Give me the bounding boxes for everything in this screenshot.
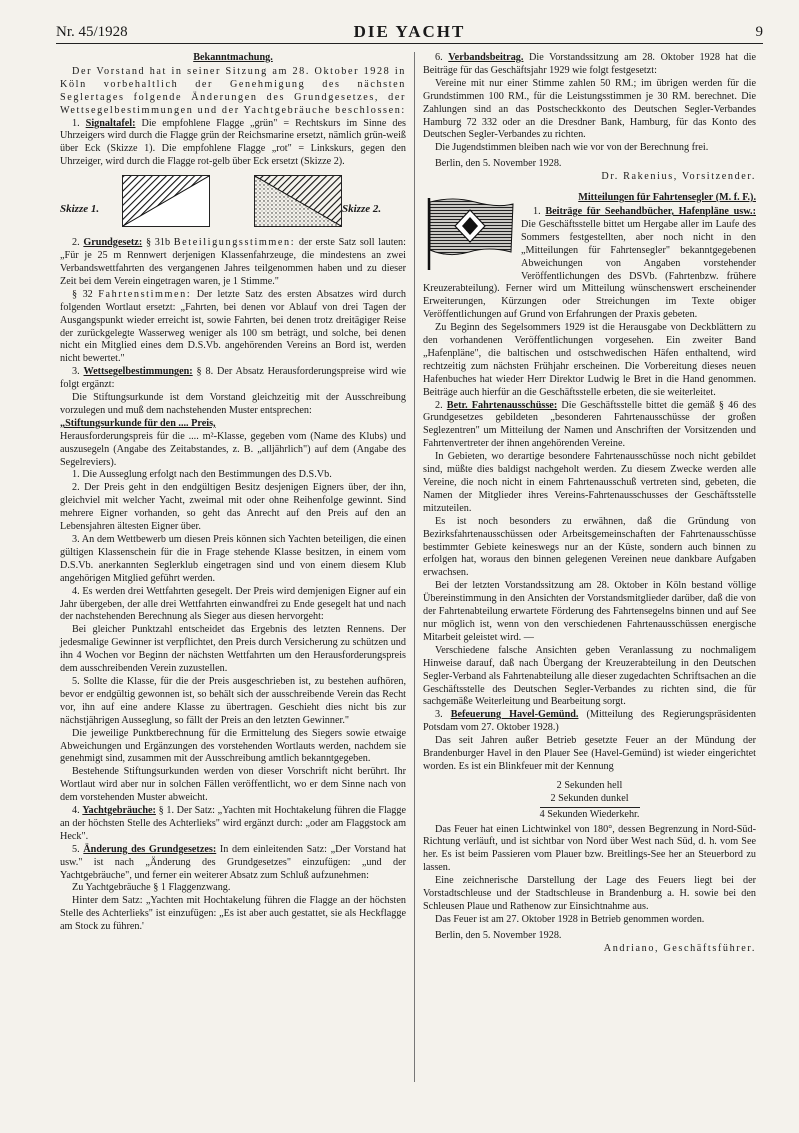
urkunde-point-4: 4. Es werden drei Wettfahrten gesegelt. Der Preis wird demjenigen Eigner auf ein Jahr übergeben, der alle drei Wettfahrten einwandfrei zu Ende gesegelt hat und nach der nachstehenden Berechnung als Sieger aus diesen hervorgeht: xyxy=(60,585,406,623)
m-section-2-text5: Verschiedene falsche Ansichten geben Veranlassung zu nochmaligem Hinweise darauf, daß nach Übergang der Kreuzerabteilung in den Deutschen Segler-Verband als Fahrtenabteilung alle dieser zugedachten Schriftsachen an die Geschäftsstelle des Deutschen Segler-Verbandes zu richten sind, die für sachgemäße Weiterleitung und Bearbeitung sorgt. xyxy=(423,644,756,708)
m-section-3-text4: Eine zeichnerische Darstellung der Lage des Feuers liegt bei der Vorstadtschleuse und der Stadtschleuse in Brandenburg a. H. sowie bei den Schleusen Plaue und Rathenow zur Einsichtnahme aus. xyxy=(423,875,756,912)
sketch-1-flag-green-white xyxy=(122,175,210,227)
urkunde-point-3: 3. An dem Wettbewerb um diesen Preis können sich Yachten beteiligen, die einen gültigen Klassenschein für die in Frage stehende Klasse besitzen, in einem vom D.S.Vb. anerkannten Seglerklub eingetragen sind und von einem diesem Klub angehörigen Mitglied geführt werden. xyxy=(60,534,406,584)
m-section-3-text3: Das Feuer hat einen Lichtwinkel von 180°, dessen Begrenzung in Nord-Süd-Richtung verläuft, und ist sichtbar von Nord über West nach Süd, d. h. vom See her. Es ist beim Passieren vom Plauer bzw. Breitlings-See her an Steuerbord zu lassen. xyxy=(423,823,756,874)
announcement-heading: Bekanntmachung. xyxy=(193,52,273,63)
kennung-dunkel: 2 Sekunden dunkel xyxy=(550,792,629,804)
page-header xyxy=(56,22,763,44)
kennung-hell: 2 Sekunden hell xyxy=(556,779,623,791)
section-5: 5. Änderung des Grundgesetzes: In dem einleitenden Satz: „Der Vorstand hat usw." ist nach „Änderung des Grundgesetzes" einzufügen: „und der Yachtgebräuche", und ferner ein weiterer Absatz zum Schluß aufzunehmen: xyxy=(60,843,407,881)
dateline-1: Berlin, den 5. November 1928. xyxy=(435,158,562,170)
urkunde-text: Herausforderungspreis für die .... m²-Klasse, gegeben vom (Name des Klubs) und auszusegeln (Angabe des Zeitabstandes, z. B. „alljährlich") auf dem (Angabe des Segelreviers). xyxy=(60,430,406,468)
light-characteristic xyxy=(423,780,756,822)
urkunde-point-4b: Bei gleicher Punktzahl entscheidet das Ergebnis des letzten Rennens. Der jedesmalige Gewinner ist verpflichtet, den Preis durch Versicherung zu schützen und ihn 4 Wochen vor Beginn der nächsten Wettfahrten um den Herausforderungspreis dem ausschreibenden Verein zuzustellen. xyxy=(60,624,406,675)
header-rule xyxy=(56,43,763,44)
pennant-flag-icon xyxy=(423,194,515,272)
section-3: 3. Wettsegelbestimmungen: § 8. Der Absatz Herausforderungspreise wird wie folgt ergänzt: xyxy=(60,366,406,391)
intro-paragraph: Der Vorstand hat in seiner Sitzung am 28. Oktober 1928 in Köln vorbehaltlich der Genehmigung des nächsten Seglertages folgende Änderungen des Grundgesetzes, der Wettsegelbestimmungen und der Yachtgebräuche beschlossen: xyxy=(60,65,406,116)
urkunde-title: „Stiftungsurkunde für den .... Preis, xyxy=(60,417,216,429)
signature-2: Andriano, Geschäftsführer. xyxy=(603,942,756,954)
section-6-text2: Vereine mit nur einer Stimme zahlen 50 RM.; im übrigen werden für die Grundstimmen 100 RM., für die Leistungsstimmen je 30 RM. berechnet. Die Zahlungen sind an das Postscheckkonto des Deutschen Segler-Verbandes Hamburg 72 332 oder an die Dresdner Bank, Hamburg, für das Konto des Deutschen Segler-Verbandes zu richten. xyxy=(423,77,756,141)
column-divider xyxy=(414,52,415,1082)
m-section-2-text2: In Gebieten, wo derartige besondere Fahrtenausschüsse noch nicht gebildet sind, müßte dies baldigst nachgeholt werden. Zu diesem Zwecke werden alle Vereine, die noch nicht in einem Fahrtenausschuß vertreten sind, gebeten, die Namen der Mitglieder ihres Vereins-Fahrtenausschusses der Geschäftsstelle mitzuteilen. xyxy=(423,451,756,514)
m-section-1: 1. Beiträge für Seehandbücher, Hafenpläne usw.: Die Geschäftsstelle bittet um Hergabe aller im Laufe des Sommers festgestellten, aber noch nicht in den „Mitteilungen für Fahrtensegler" bekanntgegebenen Abweichungen von Angaben vorstehender Veröffentlichungen des DSVb. (Fahrtenbzw. frühere Kreuzerabteilung). Ferner wird um Mitteilung wünschenswert erscheinender Erweiterungen, Kürzungen oder Streichungen im Texte obiger Veröffentlichungen auf Grund von Erfahrungen der Praxis gebeten. xyxy=(423,205,756,321)
mitteilungen-block xyxy=(423,192,756,322)
section-6: 6. Verbandsbeitrag. Die Vorstandssitzung am 28. Oktober 1928 hat die Beiträge für das Geschäftsjahr 1929 wie folgt festgesetzt: xyxy=(423,52,757,76)
m-section-2: 2. Betr. Fahrtenausschüsse: Die Geschäftsstelle bittet die gemäß § 46 des Grundgesetzes gebildeten „besonderen Fahrtenausschüsse der großen Seglezentren" um Mitteilung der Namen und Anschriften der Vorsitzenden und Fahrtenvertreter der ihnen angehörenden Vereine. xyxy=(423,399,757,450)
kennung-wiederkehr: 4 Sekunden Wiederkehr. xyxy=(539,808,640,820)
m-section-3: 3. Befeuerung Havel-Gemünd. (Mitteilung des Regierungspräsidenten Potsdam vom 27. Oktober 1928.) xyxy=(423,709,756,734)
section-4: 4. Yachtgebräuche: § 1. Der Satz: „Yachten mit Hochtakelung führen die Flagge an der höchsten Stelle des Achterlieks" wird ergänzt durch: „oder am Flaggstock am Heck". xyxy=(60,805,407,842)
urkunde-point-7: Bestehende Stiftungsurkunden werden von dieser Vorschrift nicht berührt. Ihr Wortlaut wird aber nur in solchen Fällen veröffentlicht, wo er dem Sinne nach von dem vorstehenden Muster abweicht. xyxy=(60,766,406,804)
m-section-1-text2: Zu Beginn des Segelsommers 1929 ist die Herausgabe von Deckblättern zu den vorhandenen Veröffentlichungen vorgesehen. Ein zweiter Band „Hafenpläne", die baltischen und ostschwedischen Häfen enthaltend, wird rechtzeitig zum nächsten Frühjahr erscheinen. Die Vorbereitung dieses neuen Hafenbuches hat wieder Herr Direktor Ludwig le Bret in die Hand genommen. Beiträge auch hierfür an die Geschäftsstelle erbeten, die sie weiterleitet. xyxy=(423,322,756,398)
section-1: 1. Signaltafel: Die empfohlene Flagge „grün" = Rechtskurs im Sinne des Uhrzeigers wird durch die Flagge grün der Reichsmarine ersetzt, nämlich grün-weiß über Eck (Skizze 1). Die empfohlene Flagge „rot" = Linkskurs, gegen den Uhrzeiger, wird durch die Flagge rot-gelb über Eck ersetzt (Skizze 2). xyxy=(60,117,407,168)
section-5-text3: Hinter dem Satz: „Yachten mit Hochtakelung führen die Flagge an der höchsten Stelle des Achterlieks" ist einzufügen: „Es ist aber auch gestattet, sie als Heckflagge am Stock zu führen.' xyxy=(60,895,406,933)
urkunde-point-2: 2. Der Preis geht in den endgültigen Besitz desjenigen Eigners über, der ihn, gleichviel mit welcher Yacht, zweimal mit oder ohne Reihenfolge gewinnt. Sind mehrere Eigner vorhanden, so geht das Anrecht auf den Preis auf den an Lebensjahren ältesten Eigner über. xyxy=(60,482,406,533)
left-column xyxy=(60,52,406,934)
section-2b: § 32 Fahrtenstimmen: Der letzte Satz des ersten Absatzes wird durch folgenden Wortlaut ersetzt: „Fahrten, bei denen vor Ablauf von drei Tagen der Ausgangspunkt wieder erreicht ist, sowie Fahrten, bei denen trotz dreitägiger Reise der zurückgelegte Wasserweg weniger als 100 sm beträgt, und solche, bei denen nicht ein Mitglied eines dem D.S.Vb. angehörenden Vereins an Bord ist, werden nicht bewertet." xyxy=(60,288,407,365)
dateline-2: Berlin, den 5. November 1928. xyxy=(435,929,562,941)
section-5-text2: Zu Yachtgebräuche § 1 Flaggenzwang. xyxy=(72,882,231,894)
m-section-2-text3: Es ist noch besonders zu erwähnen, daß die Gründung von Bezirksfahrtenausschüssen oder Arbeitsgemeinschaften der Fahrtenausschüsse bestimmter Gebiete keineswegs nur an der Küste, sondern auch binnen zu erfolgen hat, woraus den binnen gelegenen Vereinen neue dankbare Aufgaben erwachsen. xyxy=(423,515,756,579)
urkunde-point-6: Die jeweilige Punktberechnung für die Ermittelung des Siegers sowie etwaige Abweichungen und Ergänzungen des vorstehenden Wortlauts werden, nachdem sie genehmigt sind, zusammen mit der Ausschreibung amtlich bekanntgegeben. xyxy=(60,727,406,765)
sketch-1-label: Skizze 1. xyxy=(60,203,100,216)
issue-number: Nr. 45/1928 xyxy=(56,24,128,40)
mitteilungen-heading: Mitteilungen für Fahrtensegler (M. f. F.). xyxy=(578,192,756,204)
m-section-3-text2: Das seit Jahren außer Betrieb gesetzte Feuer an der Mündung der Brandenburger Havel in den Plauer See (Havel-Gemünd) ist wieder eingerichtet worden. Es ist ein Blinkfeuer mit der Kennung xyxy=(423,735,756,772)
sketch-2-label: Skizze 2. xyxy=(342,203,382,216)
section-6-text3: Die Jugendstimmen bleiben nach wie vor von der Berechnung frei. xyxy=(435,142,709,154)
kennung-rule xyxy=(540,807,640,808)
sketch-2-flag-red-yellow xyxy=(254,175,342,227)
m-section-2-text4: Bei der letzten Vorstandssitzung am 28. Oktober in Köln bestand völlige Übereinstimmung in den Ansichten der Vorstandsmitglieder darüber, daß die von der Fahrtenabteilung erwartete Förderung des Fahrtensegelns binnen und auf See nur möglich ist, wenn von den verschiedenen Fahrtenausschüssen energische Mitarbeit geleistet wird. — xyxy=(423,580,756,643)
urkunde-point-5: 5. Sollte die Klasse, für die der Preis ausgeschrieben ist, zu bestehen aufhören, bevor er endgültig gewonnen ist, so behält sich der ausschreibende Verein das Recht vor, ihn auf eine andere Klasse zu übertragen. Geschieht dies nicht bis zur nächstjährigen Ausseglung, so fällt der Preis an den letzten Gewinner." xyxy=(60,675,406,726)
page-number: 9 xyxy=(755,24,763,40)
m-section-3-text5: Das Feuer ist am 27. Oktober 1928 in Betrieb genommen worden. xyxy=(435,913,705,925)
section-3-text2: Die Stiftungsurkunde ist dem Vorstand gleichzeitig mit der Ausschreibung vorzulegen und muß dem nachstehenden Muster entsprechen: xyxy=(60,392,406,416)
urkunde-point-1: 1. Die Ausseglung erfolgt nach den Bestimmungen des D.S.Vb. xyxy=(72,469,332,481)
magazine-title: DIE YACHT xyxy=(353,22,466,41)
signature-1: Dr. Rakenius, Vorsitzender. xyxy=(601,171,756,183)
section-2: 2. Grundgesetz: § 31b Beteiligungsstimmen: der erste Satz soll lauten: „Für je 25 m Rennwert derjenigen Klassenfahrzeuge, die mindestens an zwei Verbandswettfahrten des vergangenen Jahres teilgenommen haben und zu dieser Zeit bei dem Verein eingetragen waren, je 1 Stimme." xyxy=(60,237,406,287)
right-column xyxy=(423,52,756,956)
sketches xyxy=(60,173,406,233)
